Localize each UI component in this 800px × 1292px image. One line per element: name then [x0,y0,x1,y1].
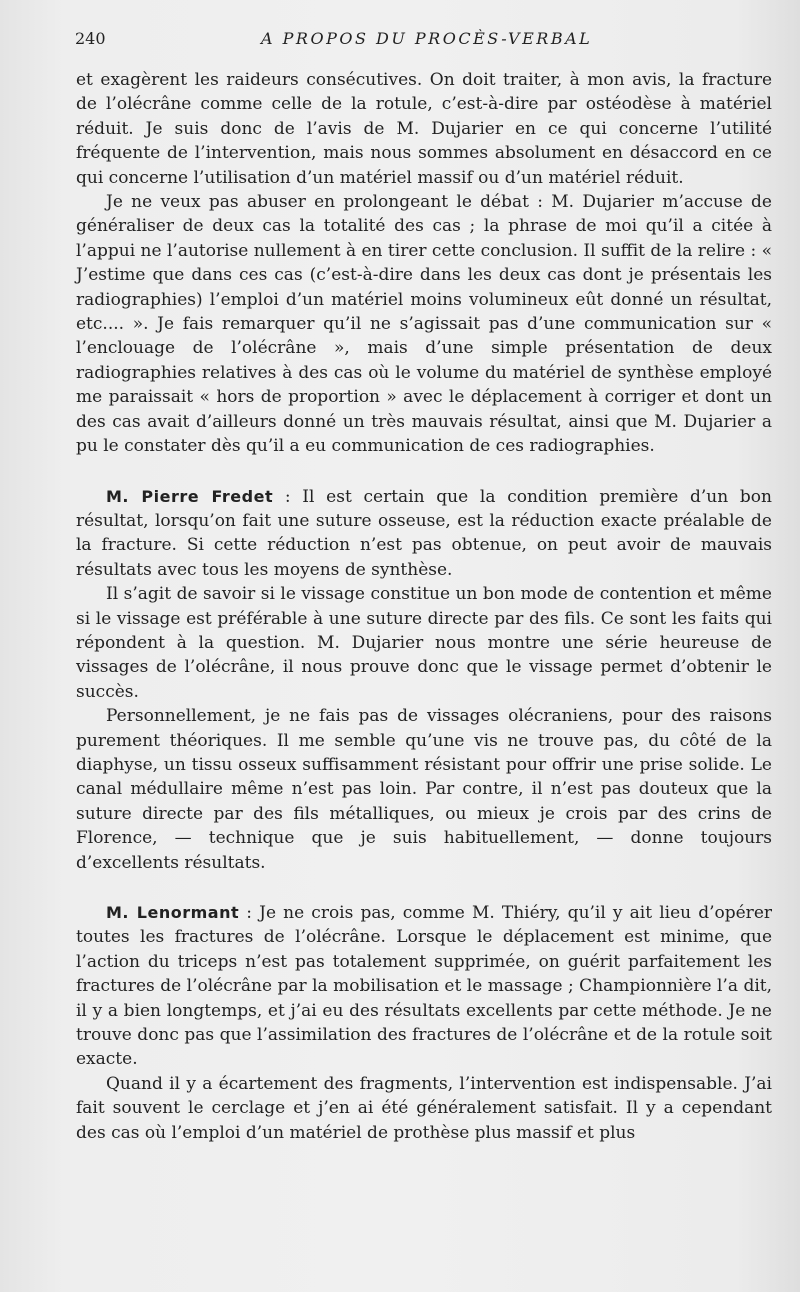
paragraph-5: Personnellement, je ne fais pas de vissages olécraniens, pour des raisons purement théoriques. Il me semble qu’une vis ne trouve pas, du côté de la diaphyse, un tissu osseux suffisamment résistant pour offrir une prise solide. Le canal médullaire même n’est pas loin. Par contre, il n’est pas douteux que la suture directe par des fils métalliques, ou mieux je crois par des crins de Florence, — technique que je suis habituellement, — donne toujours d’excellents résultats. [76,706,772,873]
running-title: A PROPOS DU PROCÈS-VERBAL [261,29,593,48]
body-text [76,68,772,1145]
paragraph-lenormant [76,901,772,1072]
paragraph-text: : Il est certain que la condition première d’un bon résultat, lorsqu’on fait une suture osseuse, est la réduction exacte préalable de la fracture. Si cette réduction n’est pas obtenue, on peut avoir de mauvais résultats avec tous les moyens de synthèse. [76,486,772,580]
page-number: 240 [75,29,106,48]
paragraph-7: Quand il y a écartement des fragments, l’intervention est indispensable. J’ai fait souvent le cerclage et j’en ai été généralement satisfait. Il y a cependant des cas où l’emploi d’un matériel de prothèse plus massif et plus [76,1073,772,1143]
paragraph-2: Je ne veux pas abuser en prolongeant le débat : M. Dujarier m’accuse de généraliser de deux cas la totalité des cas ; la phrase de moi qu’il a citée à l’appui ne l’autorise nullement à en tirer cette conclusion. Il suffit de la relire : « J’estime que dans ces cas (c’est-à-dire dans les deux cas dont je présentais les radiographies) l’emploi d’un matériel moins volumineux eût donné un résultat, etc.... ». Je fais remarquer qu’il ne s’agissait pas d’une communication sur « l’enclouage de l’olécrâne », mais d’une simple présentation de deux radiographies relatives à des cas où le volume du matériel de synthèse employé me paraissait « hors de proportion » avec le déplacement à corriger et dont un des cas avait d’ailleurs donné un très mauvais résultat, ainsi que M. Dujarier a pu le constater dès qu’il a eu communication de ces radiographies. [76,192,772,457]
paragraph-1: et exagèrent les raideurs consécutives. On doit traiter, à mon avis, la fracture de l’olécrâne comme celle de la rotule, c’est-à-dire par ostéodèse à matériel réduit. Je suis donc de l’avis de M. Dujarier en ce qui concerne l’utilité fréquente de l’intervention, mais nous sommes absolument en désaccord en ce qui concerne l’utilisation d’un matériel massif ou d’un matériel réduit. [76,70,772,188]
paragraph-4: Il s’agit de savoir si le vissage constitue un bon mode de contention et même si le vissage est préférable à une suture directe par des fils. Ce sont les faits qui répondent à la question. M. Dujarier nous montre une série heureuse de vissages de l’olécrâne, il nous prouve donc que le vissage permet d’obtenir le succès. [76,584,772,702]
speaker-name: M. Lenormant [106,903,240,922]
speaker-name: M. Pierre Fredet [106,486,274,506]
paragraph-text: : Je ne crois pas, comme M. Thiéry, qu’il y ait lieu d’opérer toutes les fractures de l’olécrâne. Lorsque le déplacement est minime, que l’action du triceps n’est pas totalement supprimée, on guérit parfaitement les fractures de l’olécrâne par la mobilisation et le massage ; Championnière l’a dit, il y a bien longtemps, et j’ai eu des résultats excellents par cette méthode. Je ne trouve donc pas que l’assimilation des fractures de l’olécrâne et de la rotule soit exacte. [76,903,773,1070]
paragraph-fredet [76,485,772,583]
running-header [75,29,770,53]
